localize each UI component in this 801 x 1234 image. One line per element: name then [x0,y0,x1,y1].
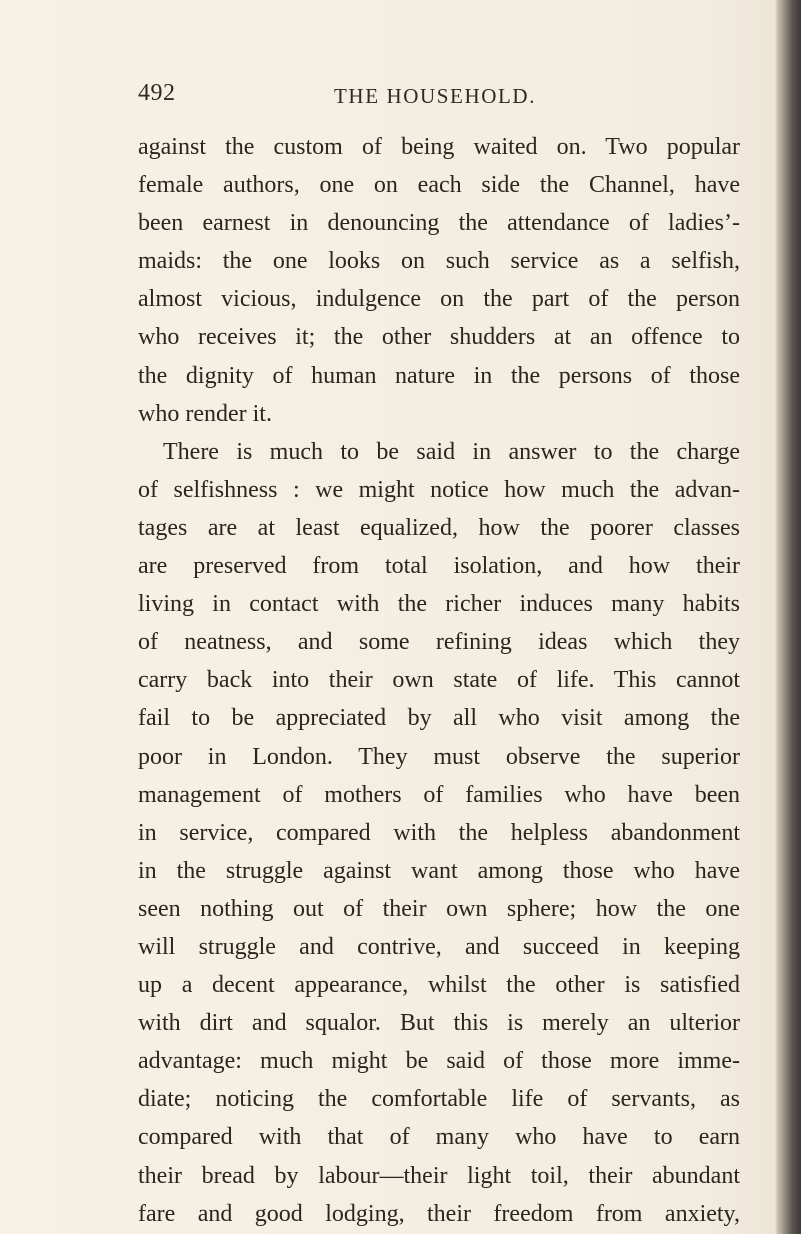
text-line: who render it. [138,400,272,427]
text-line: of selfishness : we might notice how much the advan- [138,476,740,503]
text-line: against the custom of being waited on. Two popular [138,134,740,160]
text-line: poor in London. They must observe the superior [138,743,740,770]
text-line: living in contact with the richer induces many habits [138,591,740,618]
text-line: seen nothing out of their own sphere; how the one [138,895,740,922]
text-line: almost vicious, indulgence on the part of the person [138,286,740,313]
text-line: advantage: much might be said of those more imme- [138,1048,740,1075]
text-line: maids: the one looks on such service as a selfish, [138,248,740,275]
text-line: diate; noticing the comfortable life of servants, as [138,1086,740,1113]
text-line: fail to be appreciated by all who visit among the [138,705,740,732]
text-line: in the struggle against want among those who have [138,857,740,884]
text-line: the dignity of human nature in the persons of those [138,362,740,389]
text-line: fare and good lodging, their freedom from anxiety, [138,1200,740,1227]
text-line: will struggle and contrive, and succeed in keeping [138,933,740,960]
text-line: are preserved from total isolation, and how their [138,553,740,580]
text-line: been earnest in denouncing the attendance of ladies’- [138,210,740,237]
book-spine-edge [779,0,801,1234]
text-line: their bread by labour—their light toil, their abundant [138,1162,740,1189]
text-line: in service, compared with the helpless abandonment [138,819,740,846]
text-line: who receives it; the other shudders at an offence to [138,324,740,351]
text-line: female authors, one on each side the Channel, have [138,172,740,199]
text-line: up a decent appearance, whilst the other is satisfied [138,972,740,999]
text-line: of neatness, and some refining ideas which they [138,629,740,656]
text-line: with dirt and squalor. But this is merely an ulterior [138,1010,740,1037]
text-line: management of mothers of families who have been [138,781,740,808]
text-line: There is much to be said in answer to the charge [163,438,740,465]
text-line: compared with that of many who have to earn [138,1124,740,1151]
body-text [138,128,740,1233]
text-line: tages are at least equalized, how the poorer classes [138,514,740,541]
text-line: carry back into their own state of life. This cannot [138,667,740,694]
page-number: 492 [138,80,176,106]
running-head: THE HOUSEHOLD. [334,84,537,108]
